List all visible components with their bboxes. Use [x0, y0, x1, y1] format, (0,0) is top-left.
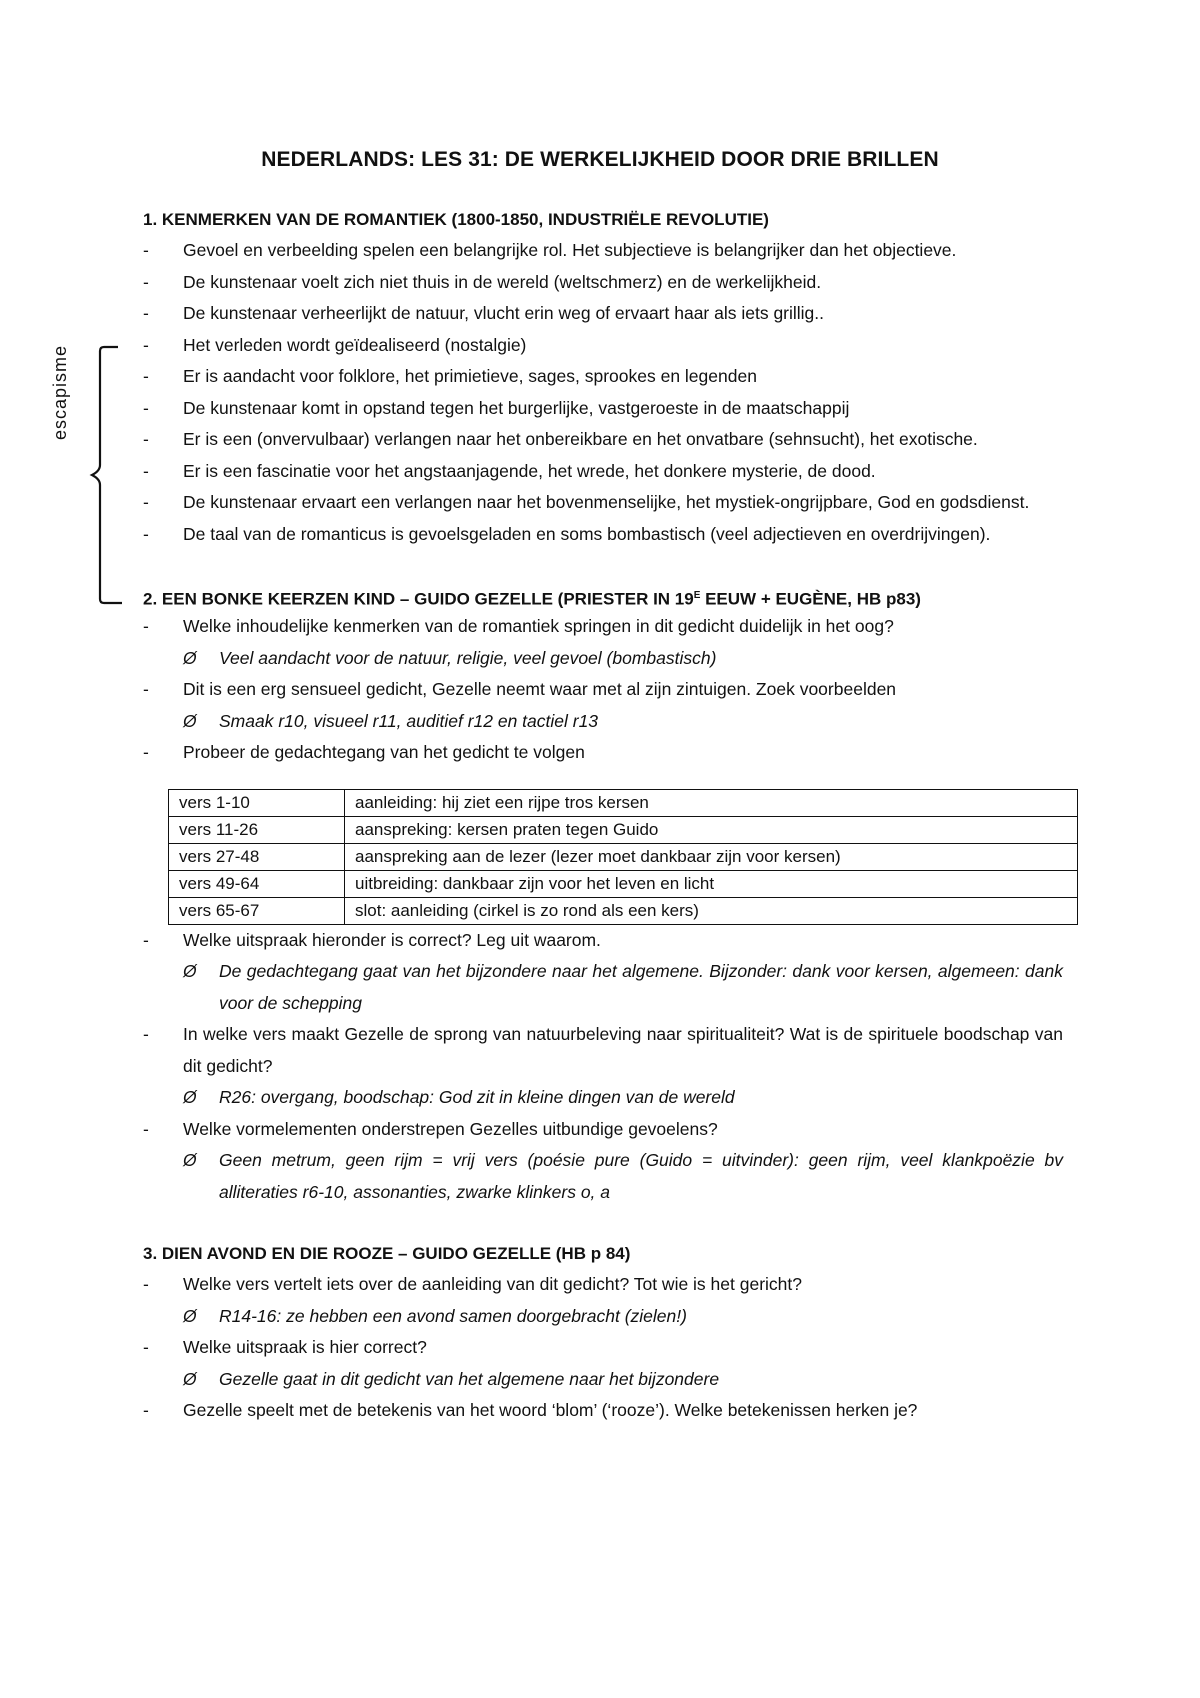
list-item: - Het verleden wordt geïdealiseerd (nostalgie): [143, 334, 527, 355]
question: - Welke vormelementen onderstrepen Gezelles uitbundige gevoelens?: [143, 1118, 718, 1139]
question: - Probeer de gedachtegang van het gedicht te volgen: [143, 742, 585, 762]
list-item: - Er is een fascinatie voor het angstaanjagende, het wrede, het donkere mysterie, de dood.: [143, 460, 876, 481]
question: - Welke vers vertelt iets over de aanleiding van dit gedicht? Tot wie is het gericht?: [143, 1274, 802, 1294]
answer: Ø De gedachtegang gaat van het bijzondere naar het algemene. Bijzonder: dank voor kersen, algemeen: dank voor de schepping: [143, 956, 1063, 1019]
arrow-icon: Ø: [183, 1305, 197, 1326]
verse-table: [168, 789, 1078, 925]
arrow-icon: Ø: [183, 1150, 197, 1170]
question: - In welke vers maakt Gezelle de sprong van natuurbeleving naar spiritualiteit? Wat is de spirituele boodschap van dit gedicht?: [143, 1024, 1063, 1076]
list-item: - Gevoel en verbeelding spelen een belangrijke rol. Het subjectieve is belangrijker dan het objectieve.: [143, 240, 957, 260]
question: - Dit is een erg sensueel gedicht, Gezelle neemt waar met al zijn zintuigen. Zoek voorbeelden: [143, 679, 897, 699]
answer: Ø R26: overgang, boodschap: God zit in kleine dingen van de wereld: [143, 1082, 1063, 1114]
table-row: vers 27-48 aanspreking aan de lezer (lezer moet dankbaar zijn voor kersen): [169, 843, 1078, 870]
document-body: [143, 204, 1063, 1427]
question: - Gezelle speelt met de betekenis van het woord ‘blom’ (‘rooze’). Welke betekenissen herken je?: [143, 1400, 918, 1420]
list-item: - De kunstenaar ervaart een verlangen naar het bovenmenselijke, het mystiek-ongrijpbare, God en godsdienst.: [143, 492, 1030, 512]
answer: Ø R14-16: ze hebben een avond samen doorgebracht (zielen!): [143, 1301, 1063, 1333]
answer: Ø Smaak r10, visueel r11, auditief r12 en tactiel r13: [143, 706, 1063, 738]
table-row: vers 65-67 slot: aanleiding (cirkel is zo rond als een kers): [169, 897, 1078, 924]
list-item: - Er is een (onvervulbaar) verlangen naar het onbereikbare en het onvatbare (sehnsucht), het exotische.: [143, 429, 978, 449]
list-item: - De kunstenaar komt in opstand tegen het burgerlijke, vastgeroeste in de maatschappij: [143, 397, 850, 418]
answer: Ø Gezelle gaat in dit gedicht van het algemene naar het bijzondere: [143, 1364, 1063, 1396]
table-row: vers 1-10 aanleiding: hij ziet een rijpe tros kersen: [169, 789, 1078, 816]
answer: Ø Veel aandacht voor de natuur, religie, veel gevoel (bombastisch): [143, 643, 1063, 675]
arrow-icon: Ø: [183, 647, 197, 668]
section1-heading: 1. KENMERKEN VAN DE ROMANTIEK (1800-1850, INDUSTRIËLE REVOLUTIE): [143, 210, 769, 229]
list-item: - De taal van de romanticus is gevoelsgeladen en soms bombastisch (veel adjectieven en overdrijvingen).: [143, 523, 991, 544]
arrow-icon: Ø: [183, 961, 197, 981]
question: - Welke uitspraak hieronder is correct? Leg uit waarom.: [143, 929, 601, 950]
section2-heading: 2. EEN BONKE KEERZEN KIND – GUIDO GEZELLE (PRIESTER IN $19^E$ EEUW + EUGÈNE, HB p83): [143, 589, 921, 609]
page-title: NEDERLANDS: LES 31: DE WERKELIJKHEID DOOR DRIE BRILLEN: [261, 148, 939, 171]
list-item: - Er is aandacht voor folklore, het primietieve, sages, sprookes en legenden: [143, 366, 757, 386]
table-row: vers 49-64 uitbreiding: dankbaar zijn voor het leven en licht: [169, 870, 1078, 897]
list-item: - De kunstenaar verheerlijkt de natuur, vlucht erin weg of ervaart haar als iets grillig..: [143, 303, 825, 323]
arrow-icon: Ø: [183, 1087, 197, 1107]
question: - Welke uitspraak is hier correct?: [143, 1337, 427, 1357]
escapisme-label: escapisme: [50, 344, 70, 440]
table-row: vers 11-26 aanspreking: kersen praten tegen Guido: [169, 816, 1078, 843]
answer: Ø Geen metrum, geen rijm = vrij vers (poésie pure (Guido = uitvinder): geen rijm, veel klankpoëzie bv alliteraties r6-10, assonanties, zwarke klinkers o, a: [143, 1145, 1063, 1208]
section1-list: [143, 235, 1063, 550]
list-item: - De kunstenaar voelt zich niet thuis in de wereld (weltschmerz) en de werkelijkheid.: [143, 271, 822, 292]
section3-heading: 3. DIEN AVOND EN DIE ROOZE – GUIDO GEZELLE (HB p 84): [143, 1244, 631, 1263]
arrow-icon: Ø: [183, 710, 197, 731]
brace-icon: [88, 345, 128, 607]
question: - Welke inhoudelijke kenmerken van de romantiek springen in dit gedicht duidelijk in het oog?: [143, 616, 894, 636]
arrow-icon: Ø: [183, 1368, 197, 1389]
